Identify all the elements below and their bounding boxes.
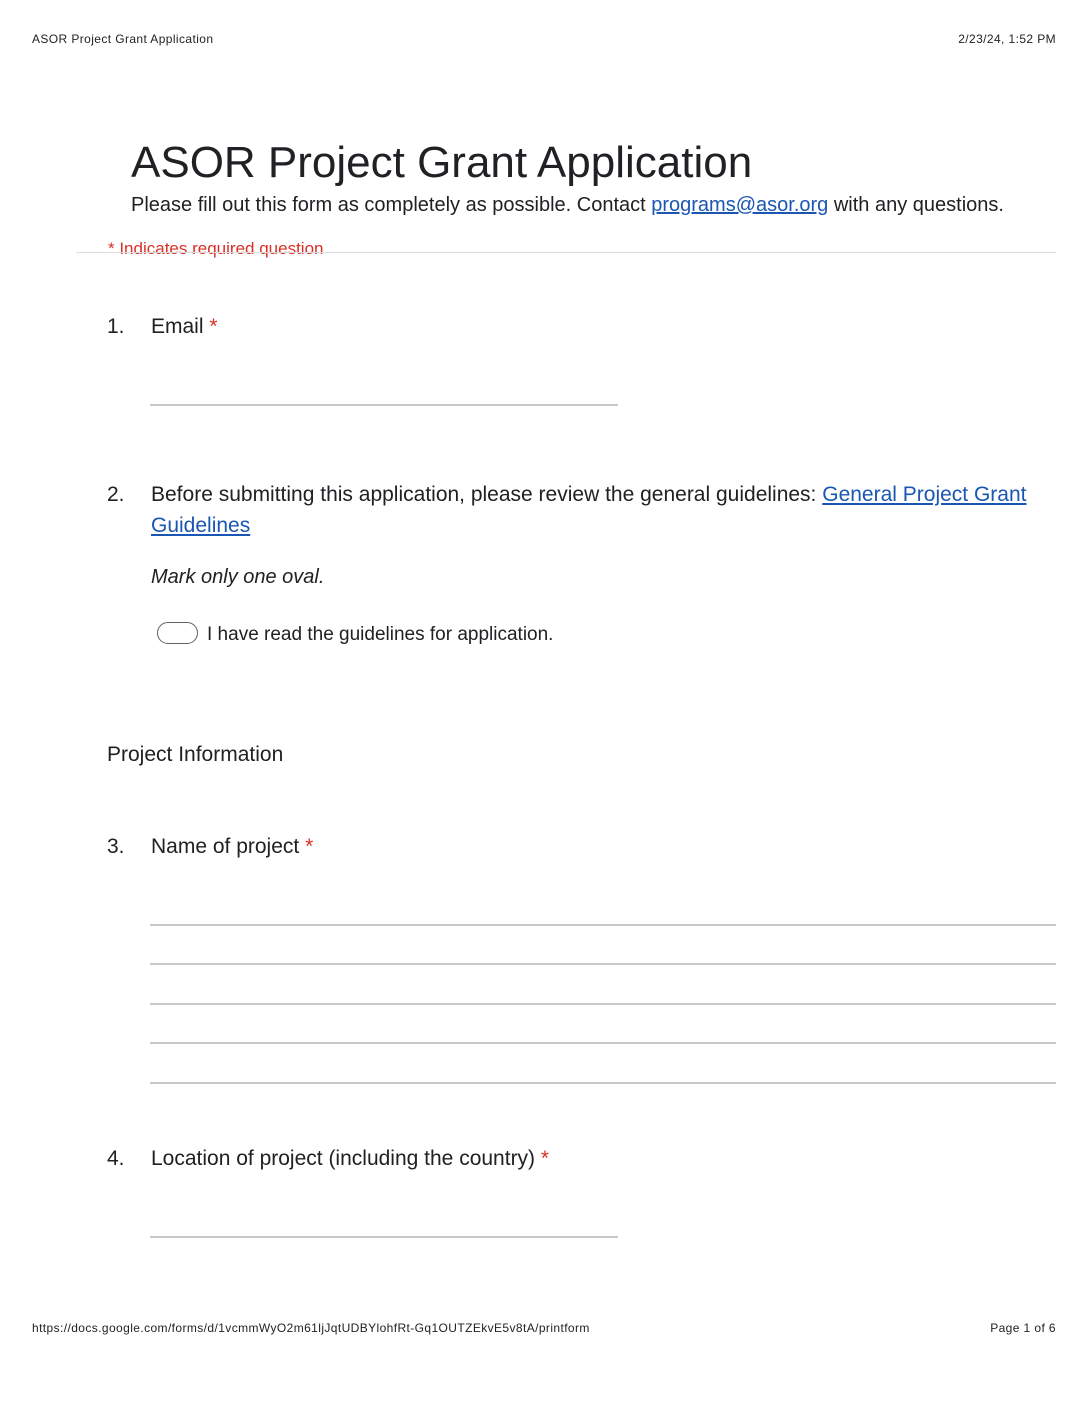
guidelines-link-continued[interactable]: Guidelines <box>151 514 251 537</box>
required-asterisk: * <box>305 835 314 858</box>
question-3-label: Name of project <box>151 835 300 858</box>
print-header <box>32 32 1056 46</box>
question-2-label: Before submitting this application, please review the general guidelines: <box>151 483 823 506</box>
question-1-label: Email <box>151 315 204 338</box>
question-2-instruction: Mark only one oval. <box>151 566 325 588</box>
contact-email-link[interactable]: programs@asor.org <box>651 194 829 216</box>
print-footer-url: https://docs.google.com/forms/d/1vcmmWyO2m61ljJqtUDBYlohfRt-Gq1OUTZEkvE5v8tA/printform <box>32 1321 590 1335</box>
question-4-text <box>151 1147 549 1171</box>
print-header-timestamp: 2/23/24, 1:52 PM <box>958 32 1056 46</box>
form-description-after: with any questions. <box>828 194 1004 216</box>
question-1-text <box>151 315 218 339</box>
location-answer-line[interactable] <box>150 1236 618 1238</box>
project-name-answer-line[interactable] <box>150 1003 1056 1005</box>
header-divider <box>76 252 1056 253</box>
section-title: Project Information <box>107 743 284 766</box>
form-description-before: Please fill out this form as completely as possible. Contact <box>131 194 652 216</box>
question-4-label: Location of project (including the country) <box>151 1147 536 1170</box>
guidelines-radio-oval[interactable] <box>157 622 198 644</box>
required-asterisk: * <box>540 1147 550 1170</box>
page-number: Page 1 of 6 <box>990 1321 1056 1335</box>
project-name-answer-line[interactable] <box>150 924 1056 926</box>
guidelines-link[interactable]: General Project Grant <box>822 483 1027 506</box>
project-name-answer-line[interactable] <box>150 1042 1056 1044</box>
question-3-text <box>151 835 313 859</box>
question-4-number: 4. <box>107 1147 125 1170</box>
question-2-text <box>151 483 1027 507</box>
question-2-number: 2. <box>107 483 125 506</box>
question-1-number: 1. <box>107 315 125 338</box>
required-asterisk: * <box>209 315 218 338</box>
email-answer-line[interactable] <box>150 404 618 406</box>
question-3-number: 3. <box>107 835 125 858</box>
required-question-note: * Indicates required question <box>108 239 324 258</box>
guidelines-option-label: I have read the guidelines for application. <box>207 624 554 645</box>
print-footer <box>32 1321 1056 1335</box>
project-name-answer-line[interactable] <box>150 963 1056 965</box>
project-name-answer-line[interactable] <box>150 1082 1056 1084</box>
form-title: ASOR Project Grant Application <box>131 138 753 187</box>
form-description <box>131 194 1004 217</box>
print-header-title: ASOR Project Grant Application <box>32 32 214 46</box>
